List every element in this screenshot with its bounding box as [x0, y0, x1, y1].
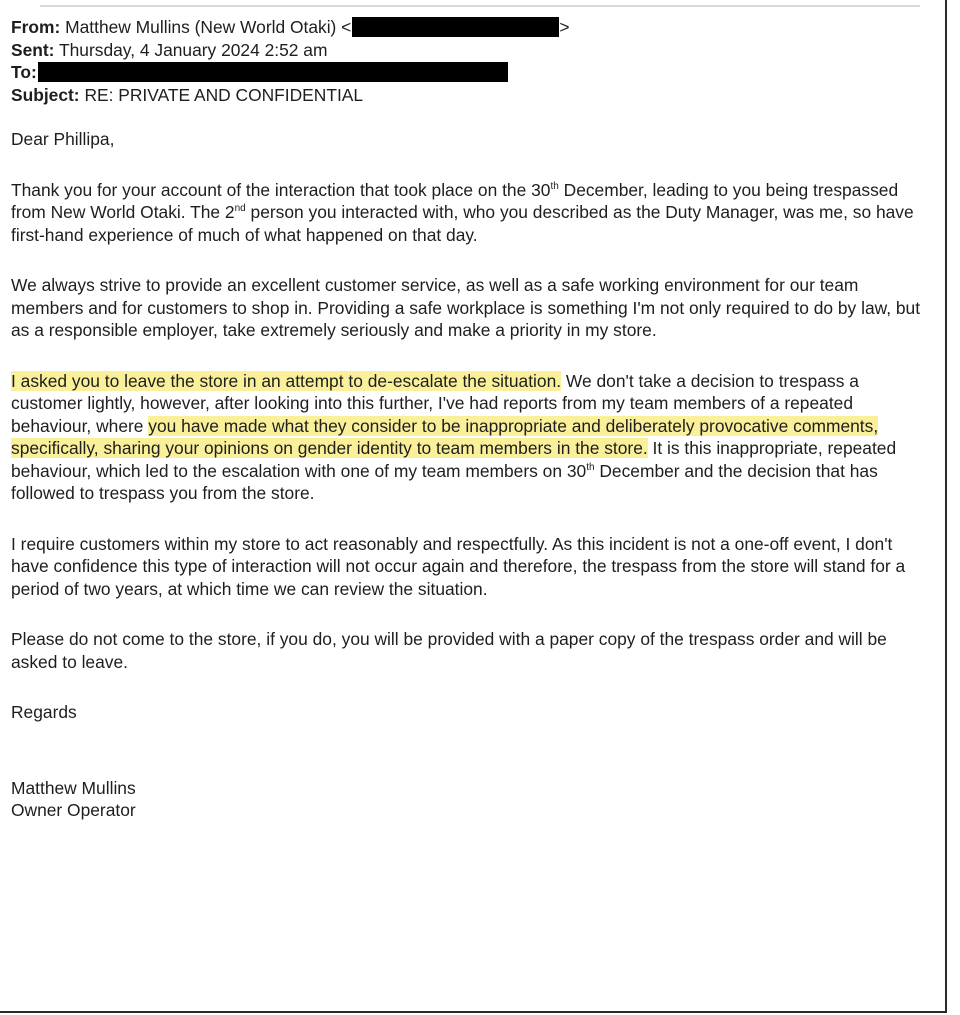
paragraph-account [11, 179, 926, 247]
from-line [11, 16, 926, 39]
signature-name: Matthew Mullins [11, 777, 136, 798]
from-value: Matthew Mullins (New World Otaki) < [65, 17, 352, 37]
subject-line [11, 84, 926, 107]
highlighted-text: you have made what they consider to be inappropriate and deliberately provocative comments, specifically, sharing your opinions on gender identity to team members in the store. [11, 415, 879, 458]
signature-title: Owner Operator [11, 800, 136, 820]
paragraph-account-text-3: person you interacted with, who you described as the Duty Manager, was me, so have first-hand experience of much of what happened on that day. [11, 202, 914, 245]
ordinal-suffix: th [550, 180, 559, 192]
paragraph-trespass-text-2: It is this inappropriate, repeated behaviour, which led to the escalation with one of my team members on 30 [11, 438, 897, 481]
paragraph-trespass-text-1: We don't take a decision to trespass a customer lightly, however, after looking into this further, I've had reports from my team members of a repeated behaviour, where [11, 370, 859, 436]
paragraph-trespass-text-3: December and the decision that has followed to trespass you from the store. [11, 460, 878, 503]
ordinal-suffix: th [586, 461, 595, 473]
closing: Regards [11, 702, 77, 722]
highlighted-text: I asked you to leave the store in an attempt to de-escalate the situation. [11, 370, 562, 391]
paragraph-account-text-1: Thank you for your account of the interaction that took place on the 30 [11, 179, 551, 200]
subject-label: Subject: [11, 84, 80, 105]
from-label: From: [11, 17, 61, 37]
paragraph-duration: I require customers within my store to act reasonably and respectfully. As this incident is not a one-off event, I don't have confidence this type of interaction will not occur again and therefore, the trespass from the store will stand for a period of two years, at which time we can review the situation. [11, 533, 906, 599]
sent-value: Thursday, 4 January 2024 2:52 am [59, 39, 328, 60]
redacted-recipient [38, 62, 508, 82]
sent-line [11, 39, 926, 62]
subject-value: RE: PRIVATE AND CONFIDENTIAL [84, 84, 364, 105]
ordinal-suffix: nd [234, 203, 246, 214]
redacted-email-address [352, 17, 559, 37]
paragraph-instruction: Please do not come to the store, if you do, you will be provided with a paper copy of the trespass order and will be asked to leave. [11, 629, 887, 672]
email-document [11, 16, 926, 822]
paragraph-safety: We always strive to provide an excellent customer service, as well as a safe working environment for our team members and for customers to shop in. Providing a safe workplace is something I'm not only required to do by law, but as a responsible employer, take extremely seriously and make a priority in my store. [11, 275, 921, 340]
sent-label: Sent: [11, 39, 55, 60]
to-label: To: [11, 62, 37, 82]
to-line [11, 61, 926, 84]
paragraph-account-text-2: December, leading to you being trespassed from New World Otaki. The 2 [11, 179, 899, 222]
paragraph-trespass-reason [11, 370, 926, 505]
from-close: > [559, 17, 570, 37]
salutation: Dear Phillipa, [11, 129, 115, 149]
